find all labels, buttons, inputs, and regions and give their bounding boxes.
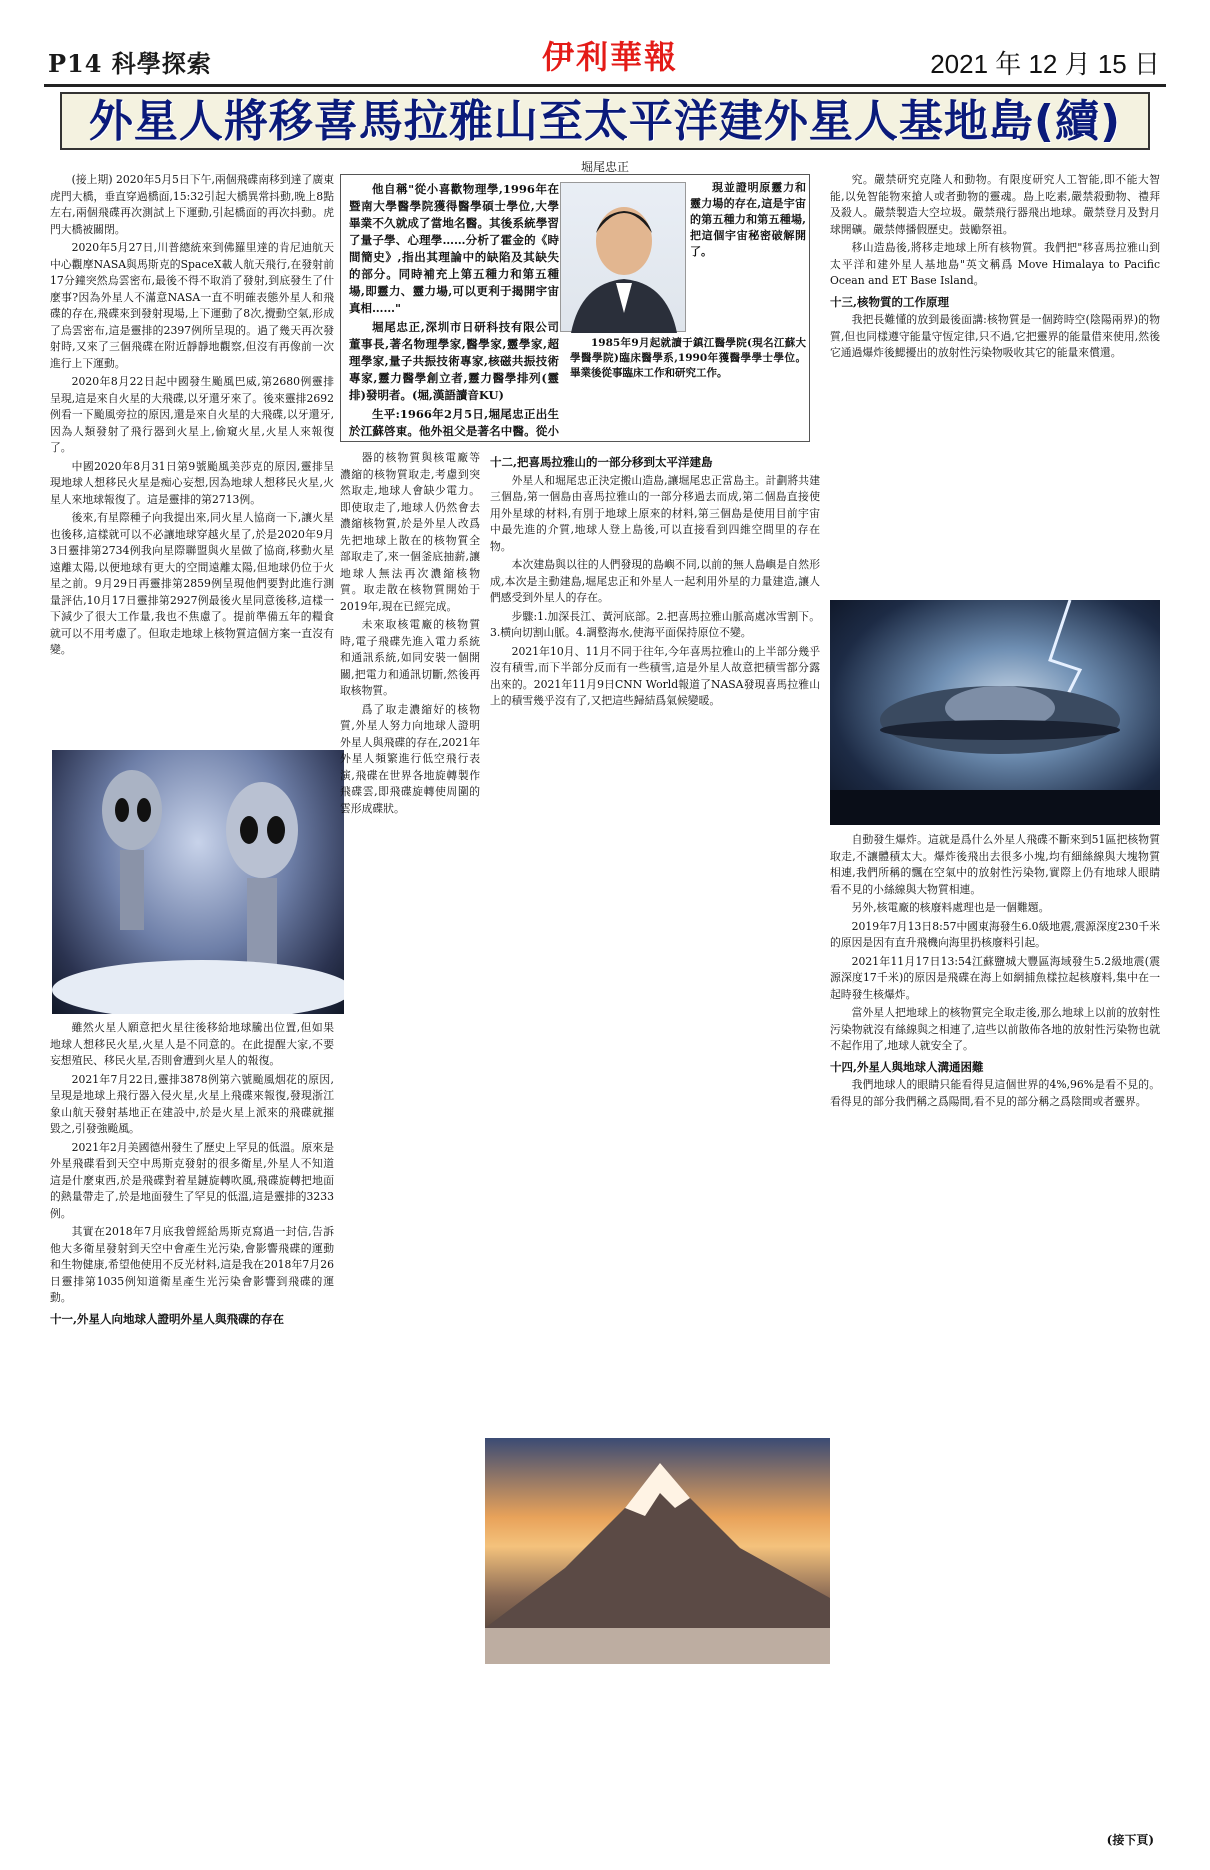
paragraph: 2021年10月、11月不同于往年,今年喜馬拉雅山的上半部分幾乎沒有積雪,而下半部分反而有一些積雪,這是外星人故意把積雪都分露出來的。2021年11月9日CNN World報道了NASA發現喜馬拉雅山上的積雪幾乎沒有了,又把這些歸結爲氣候變暖。	[490, 644, 820, 707]
author-portrait	[560, 182, 686, 332]
subheading: 十一,外星人向地球人證明外星人與飛碟的存在	[50, 1311, 285, 1326]
section-label: P14 科學探索	[48, 49, 212, 78]
alien-figures-graphic	[52, 750, 344, 1014]
subheading: 十二,把喜馬拉雅山的一部分移到太平洋建島	[490, 455, 713, 469]
profile-left	[349, 181, 559, 442]
paragraph: 雖然火星人願意把火星往後移給地球騰出位置,但如果地球人想移民火星,火星人是不同意的。在此提醒大家,不要妄想殖民、移民火星,否則會遭到火星人的報復。	[50, 1021, 334, 1067]
subheading: 十三,核物質的工作原理	[830, 294, 950, 309]
newspaper-logo: 伊利華報	[530, 34, 690, 80]
paragraph: 本次建島與以往的人們發現的島嶼不同,以前的無人島嶼是自然形成,本次是主動建島,堀尾忠正和外星人一起利用外星的力量建造,讓人們感受到外星人的存在。	[490, 558, 820, 604]
issue-date: 2021 年 12 月 15 日	[930, 49, 1160, 79]
portrait-graphic	[561, 183, 687, 333]
profile-bottom	[570, 336, 806, 440]
ufo-graphic	[830, 600, 1160, 825]
profile-text: 堀尾忠正,深圳市日研科技有限公司董事長,著名物理學家,醫學家,靈學家,超理學家,量子共振技術專家,核磁共振技術專家,靈力醫學創立者,靈力醫學排列(靈排)發明者。(堀,漢語讀音KU)	[349, 320, 559, 402]
paragraph: 我們地球人的眼睛只能看得見這個世界的4%,96%是看不見的。看得見的部分我們稱之爲陽間,看不見的部分稱之爲陰間或者靈界。	[830, 1078, 1160, 1108]
article-headline: 外星人將移喜馬拉雅山至太平洋建外星人基地島(續)	[60, 92, 1150, 150]
paragraph: 爲了取走濃縮好的核物質,外星人努力向地球人證明外星人與飛碟的存在,2021年外星人頻繁進行低空飛行表演,飛碟在世界各地旋轉製作飛碟雲,即飛碟旋轉使周圍的雲形成碟狀。	[340, 702, 480, 815]
header-rule	[44, 84, 1166, 87]
paragraph: 步驟:1.加深長江、黃河底部。2.把喜馬拉雅山脈高處冰雪割下。3.横向切割山脈。4.調整海水,使海平面保持原位不變。	[490, 609, 820, 639]
continued-note: (接下頁)	[1106, 1833, 1154, 1847]
paragraph: 當外星人把地球上的核物質完全取走後,那么地球上以前的放射性污染物就沒有絲線與之相連了,這些以前散佈各地的放射性污染物也就不起作用了,地球人就安全了。	[830, 1006, 1160, 1052]
profile-text: 1985年9月起就讀于鎮江醫學院(現名江蘇大學醫學院)臨床醫學系,1990年獲醫學學士學位。畢業後從事臨床工作和研究工作。	[570, 337, 806, 379]
column-3	[490, 450, 820, 1430]
paragraph: 移山造島後,將移走地球上所有核物質。我們把"移喜馬拉雅山到太平洋和建外星人基地島"英文稱爲 Move Himalaya to Pacific Ocean and ET Base Island。	[830, 241, 1160, 287]
profile-text: 現並證明原靈力和靈力場的存在,這是宇宙的第五種力和第五種場,把這個宇宙秘密破解開了。	[690, 181, 806, 258]
profile-right-column	[690, 180, 806, 340]
alien-illustration	[52, 750, 344, 1014]
paragraph: 器的核物質與核電廠等濃縮的核物質取走,考慮到突然取走,地球人會缺少電力。即使取走了,地球人仍然會去濃縮核物質,於是外星人改爲先把地球上散在的核物質全部取走了,來一個釜底抽薪,讓地球人無法再次濃縮核物質。取走散在核物質開始于2019年,現在已經完成。	[340, 451, 480, 613]
paragraph: 2019年7月13日8:57中國東海發生6.0級地震,震源深度230千米的原因是因有直升飛機向海里扔核廢料引起。	[830, 919, 1160, 949]
paragraph: 2020年5月27日,川普總統來到佛羅里達的肯尼迪航天中心觀摩NASA與馬斯克的SpaceX載人航天飛行,在發射前17分鐘突然烏雲密布,最後不得不取消了發射,到底發生了什麼事?因為外星人不滿意NASA一直不明確表態外星人和飛碟的存在,飛碟來到發射現場,上下運動了8次,攪動空氣,形成了烏雲密布,這是靈排的2397例所呈現的。過了幾天再次發射時,又來了三個飛碟在附近靜靜地觀察,但沒有再像前一次進行上下運動。	[50, 241, 334, 370]
column-2	[340, 450, 480, 1820]
subheading: 十四,外星人與地球人溝通困難	[830, 1059, 984, 1074]
paragraph: 自動發生爆炸。這就是爲什么外星人飛碟不斷來到51區把核物質取走,不讓體積太大。爆炸後飛出去很多小塊,均有細絲線與大塊物質相連,我們所稱的飄在空氣中的放射性污染物,實際上仍有地球人眼睛看不見的小絲線與大物質相連。	[830, 833, 1160, 896]
column-4-bottom	[830, 832, 1160, 1822]
profile-text: 生平:1966年2月5日,堀尾忠正出生於江蘇啓東。他外祖父是著名中醫。從小	[349, 407, 559, 438]
paragraph: 其實在2018年7月底我曾經給馬斯克寫過一封信,告訴他大多衛星發射到天空中會產生光污染,會影響飛碟的運動和生物健康,希望他使用不反光材料,這是我在2018年7月26日靈排第1035例知道衛星產生光污染會影響到飛碟的運動。	[50, 1225, 334, 1304]
column-4-top	[830, 172, 1160, 594]
paragraph: 究。嚴禁研究克隆人和動物。有限度研究人工智能,即不能大智能,以免智能物來搶人或者動物的靈魂。島上吃素,嚴禁殺動物、禮拜及殺人。嚴禁製造大空垃圾。嚴禁飛行器飛出地球。嚴禁登月及對月球開礦。嚴禁傳播假歷史。鼓勵祭祖。	[830, 173, 1160, 236]
paragraph: 另外,核電廠的核廢料處理也是一個難題。	[851, 901, 1050, 914]
paragraph: 2021年2月美國德州發生了歷史上罕見的低溫。原來是外星飛碟看到天空中馬斯克發射的很多衛星,外星人不知道這是什麼東西,於是飛碟對着星鏈旋轉吹風,飛碟旋轉把地面的熱量帶走了,於是地面發生了罕見的低溫,這是靈排的3233例。	[50, 1140, 334, 1220]
profile-text: 他自稱"從小喜歡物理學,1996年在暨南大學醫學院獲得醫學碩士學位,大學畢業不久就成了當地名醫。其後系統學習了量子學、心理學……分析了霍金的《時間簡史》,指出其理論中的缺陷及其缺失的部分。同時補充上第五種力和第五種場,即靈力、靈力場,可以更利于揭開宇宙真相……"	[349, 182, 559, 315]
ufo-illustration	[830, 600, 1160, 825]
paragraph: 後來,有星際種子向我提出來,同火星人協商一下,讓火星也後移,這樣就可以不必讓地球穿越火星了,於是2020年9月3日靈排第2734例我向星際聯盟與火星做了協商,移動火星遠離太陽,以便地球有更大的空間遠離太陽,但地球仍位于火星之前。9月29日再靈排第2859例呈現他們要對此進行測量評估,10月17日靈排第2927例最後火星同意後移,這樣一下減少了很大工作量,我也不焦慮了。提前準備五年的糧食就可以不用考慮了。但取走地球上核物質這個方案一直沒有變。	[50, 511, 334, 656]
paragraph: 2020年8月22日起中國發生颱風巴威,第2680例靈排呈現,這是來自火星的大飛碟,以牙還牙來了。後來靈排2692例看一下颱風旁拉的原因,還是來自火星的大飛碟,以牙還牙,因為人類發射了飛行器到火星上,偷窺火星,火星人來報復了。	[50, 375, 334, 454]
mountain-photo	[485, 1438, 830, 1664]
paragraph: 2021年7月22日,靈排3878例第六號颱風烟花的原因,呈現是地球上飛行器入侵火星,火星上飛碟來報復,發現浙江象山航天發射基地正在建設中,於是火星上派來的飛碟就摧毀之,引發強颱風。	[50, 1072, 334, 1135]
column-1-top	[50, 172, 334, 744]
byline: 堀尾忠正	[580, 160, 629, 174]
paragraph: (接上期) 2020年5月5日下午,兩個飛碟南移到達了廣東虎門大橋，垂直穿過橋面,15:32引起大橋異常抖動,晚上8點左右,兩個飛碟再次測試上下運動,引起橋面的再次抖動。虎門大橋被關閉。	[50, 173, 334, 236]
paragraph: 2021年11月17日13:54江蘇鹽城大豐區海域發生5.2級地震(震源深度17千米)的原因是飛碟在海上如網捕魚樣拉起核廢料,集中在一起時發生核爆炸。	[830, 954, 1160, 1001]
paragraph: 未來取核電廠的核物質時,電子飛碟先進入電力系統和通訊系統,如同安裝一個開關,把電力和通訊切斷,然後再取核物質。	[340, 618, 480, 697]
paragraph: 外星人和堀尾忠正決定搬山造島,讓堀尾忠正當島主。計劃將共建三個島,第一個島由喜馬拉雅山的一部分移過去而成,第二個島直接使用外星球的材料,有別于地球上原來的材料,第三個島是使用目前宇宙中最先進的介質,地球人登上島後,可以直接看到四維空間里的存在物。	[490, 473, 820, 553]
mountain-graphic	[485, 1438, 830, 1664]
paragraph: 中國2020年8月31日第9號颱風美莎克的原因,靈排呈現地球人想移民火星是痴心妄想,因為地球人想移民火星,火星人來地球報復了。這是靈排的第2713例。	[50, 459, 334, 506]
paragraph: 我把長難懂的放到最後面講:核物質是一個跨時空(陰陽兩界)的物質,但也同樣遵守能量守恆定律,只不過,它把靈界的能量借來使用,然後它通過爆炸後鰓擾出的放射性污染物吸收其它的能量來償還。	[830, 313, 1160, 359]
column-1-bottom	[50, 1020, 334, 1820]
